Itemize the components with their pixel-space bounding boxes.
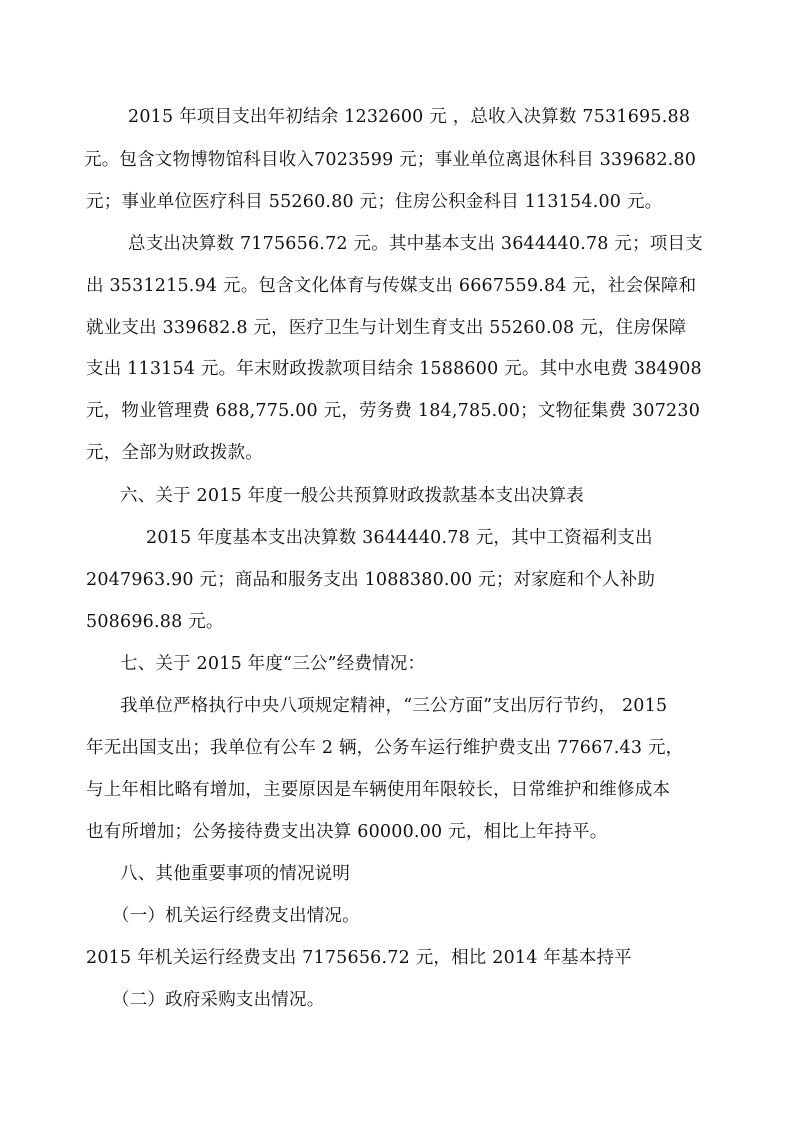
text-line: 支出 113154 元。年末财政拨款项目结余 1588600 元。其中水电费 384908 xyxy=(86,359,702,379)
text-line: 我单位严格执行中央八项规定精神，“三公方面”支出厉行节约， 2015 xyxy=(120,696,668,716)
text-line: 2047963.90 元；商品和服务支出 1088380.00 元；对家庭和个人补助 xyxy=(86,570,656,590)
section-heading: 七、关于 2015 年度“三公”经费情况： xyxy=(120,654,426,674)
text-line: 2015 年度基本支出决算数 3644440.78 元，其中工资福利支出 xyxy=(146,528,653,548)
text-line: 出 3531215.94 元。包含文化体育与传媒支出 6667559.84 元，社会保障和 xyxy=(86,276,697,296)
text-line: 年无出国支出；我单位有公车 2 辆，公务车运行维护费支出 77667.43 元， xyxy=(86,738,684,758)
text-line: 也有所增加；公务接待费支出决算 60000.00 元，相比上年持平。 xyxy=(86,822,608,842)
subsection-heading: （一）机关运行经费支出情况。 xyxy=(112,906,360,926)
text-line: 元，物业管理费 688,775.00 元，劳务费 184,785.00；文物征集费 307230 xyxy=(86,401,701,421)
text-line: 元。包含文物博物馆科目收入7023599 元；事业单位离退休科目 339682.80 xyxy=(84,150,697,170)
text-line: 元；事业单位医疗科目 55260.80 元；住房公积金科目 113154.00 元。 xyxy=(86,192,663,212)
text-line: 与上年相比略有增加，主要原因是车辆使用年限较长，日常维护和维修成本 xyxy=(86,780,671,800)
text-line: 总支出决算数 7175656.72 元。其中基本支出 3644440.78 元；项目支 xyxy=(128,234,703,254)
text-line: 2015 年机关运行经费支出 7175656.72 元，相比 2014 年基本持平 xyxy=(86,948,632,968)
text-line: 2015 年项目支出年初结余 1232600 元 ，总收入决算数 7531695.88 xyxy=(128,107,691,127)
subsection-heading: （二）政府采购支出情况。 xyxy=(112,990,325,1010)
text-line: 就业支出 339682.8 元，医疗卫生与计划生育支出 55260.08 元，住房保障 xyxy=(86,318,687,338)
text-line: 508696.88 元。 xyxy=(86,612,224,632)
section-heading: 六、关于 2015 年度一般公共预算财政拨款基本支出决算表 xyxy=(120,486,584,506)
text-line: 元，全部为财政拨款。 xyxy=(86,443,263,463)
section-heading: 八、其他重要事项的情况说明 xyxy=(120,864,351,884)
